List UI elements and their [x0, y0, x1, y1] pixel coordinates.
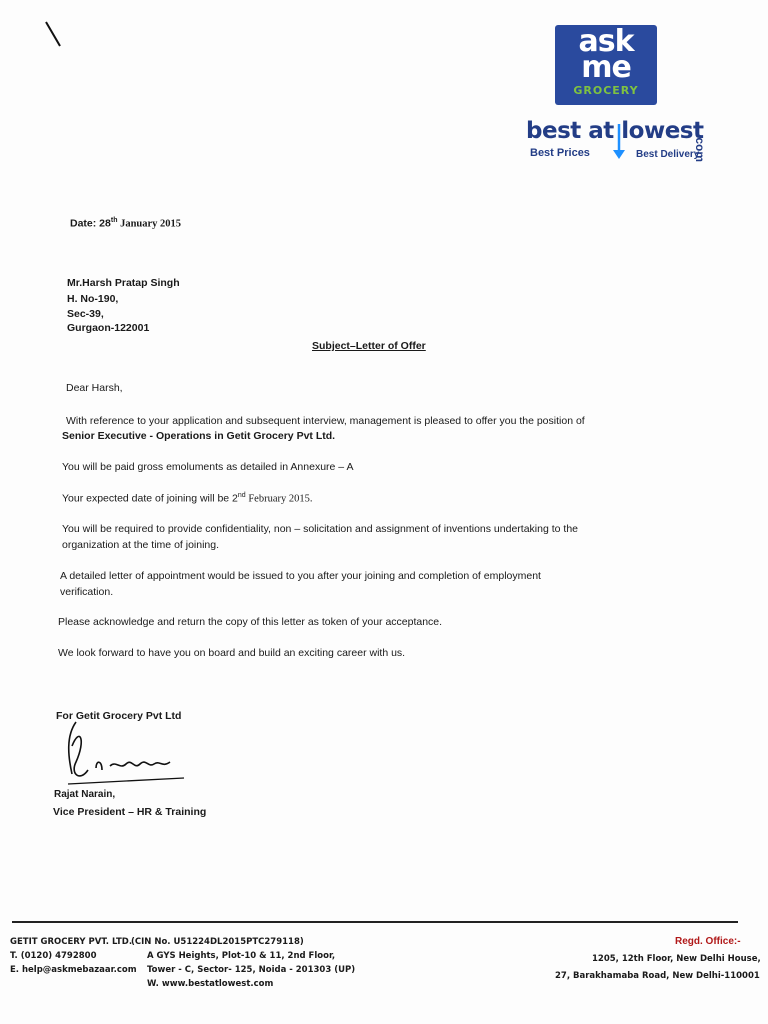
letter-subject: Subject–Letter of Offer [312, 340, 426, 352]
signatory-title: Vice President – HR & Training [53, 806, 207, 818]
footer-regd-line-2: 27, Barakhamaba Road, New Delhi-110001 [555, 971, 760, 981]
letter-date [70, 217, 181, 230]
handwritten-signature [62, 716, 190, 796]
paragraph-4-line-1: You will be required to provide confidentiality, non – solicitation and assignment of inventions undertaking to the [62, 523, 578, 535]
footer-divider [12, 921, 738, 923]
address-line-2: H. No-190, [67, 293, 119, 305]
paragraph-5-line-2: verification. [60, 586, 114, 598]
scan-mark [44, 20, 62, 48]
paragraph-2: You will be paid gross emoluments as detailed in Annexure – A [62, 461, 354, 473]
logo-best-prices: Best Prices [530, 147, 590, 159]
for-company: For Getit Grocery Pvt Ltd [56, 710, 182, 722]
logo-ask-text: ask [578, 24, 634, 59]
paragraph-4-line-2: organization at the time of joining. [62, 539, 220, 551]
footer-address-line-2: Tower - C, Sector- 125, Noida - 201303 (UP) [147, 965, 356, 975]
footer-phone: T. (0120) 4792800 [10, 951, 97, 961]
address-line-4: Gurgaon-122001 [67, 322, 150, 334]
paragraph-6: Please acknowledge and return the copy of this letter as token of your acceptance. [58, 616, 443, 628]
logo-tagline: best at lowest [526, 118, 704, 144]
paragraph-7: We look forward to have you on board and build an exciting career with us. [58, 647, 406, 659]
footer-company: GETIT GROCERY PVT. LTD. [10, 937, 133, 947]
logo-grocery-text: GROCERY [573, 84, 639, 97]
salutation: Dear Harsh, [66, 382, 123, 394]
address-line-3: Sec-39, [67, 308, 104, 320]
down-arrow-icon [611, 124, 627, 160]
askme-grocery-logo [555, 25, 657, 105]
paragraph-3 [62, 489, 312, 507]
date-prefix: Date: 28 [70, 217, 111, 230]
logo-best-delivery: Best Delivery [636, 149, 700, 160]
signatory-name: Rajat Narain, [54, 789, 116, 800]
paragraph-1-line-2: Senior Executive - Operations in Getit Grocery Pvt Ltd. [62, 430, 336, 442]
footer-regd-label: Regd. Office:- [675, 936, 741, 947]
logo-dotcom: .com [693, 134, 707, 163]
logo-me-text: me [581, 50, 631, 85]
paragraph-5-line-1: A detailed letter of appointment would be issued to you after your joining and completion of employment [60, 570, 541, 582]
footer-email: E. help@askmebazaar.com [10, 965, 137, 975]
address-line-1: Mr.Harsh Pratap Singh [67, 277, 180, 289]
footer-regd-line-1: 1205, 12th Floor, New Delhi House, [592, 954, 761, 964]
joining-date-suffix: February 2015. [245, 493, 313, 505]
footer-website: W. www.bestatlowest.com [147, 979, 274, 989]
joining-date-sup: nd [237, 492, 246, 499]
paragraph-1-line-1: With reference to your application and subsequent interview, management is pleased to offer you the position of [66, 415, 585, 427]
footer-cin: (CIN No. U51224DL2015PTC279118) [131, 937, 304, 947]
date-suffix: January 2015 [117, 218, 182, 230]
footer-address-line-1: A GYS Heights, Plot-10 & 11, 2nd Floor, [147, 951, 336, 961]
joining-date-prefix: Your expected date of joining will be 2 [62, 492, 238, 505]
date-sup: th [110, 217, 118, 224]
